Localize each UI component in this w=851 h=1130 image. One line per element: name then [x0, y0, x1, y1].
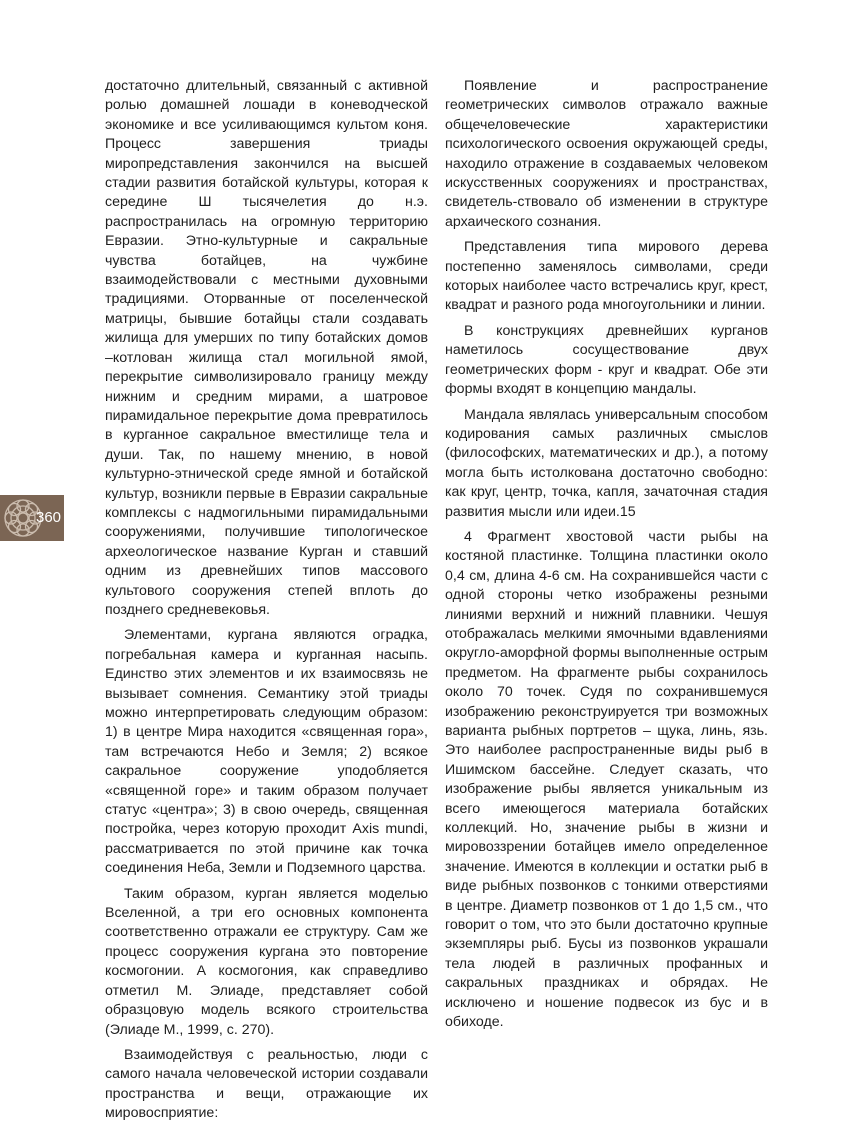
paragraph: достаточно длительный, связанный с активной ролью домашней лошади в коневодческой экономике и все усиливающимся культом коня. Процесс завершения триады миропредставления закончился на высшей стадии развития ботайской культуры, которая к середине Ш тысячелетия до н.э. распространилась на огромную территорию Евразии. Этно-культурные и сакральные чувства ботайцев, на чужбине взаимодействовали с местными духовными традициями. Оторванные от поселенческой матрицы, бывшие ботайцы стали создавать жилища для умерших по типу ботайских домов –котлован жилища стал могильной ямой, перекрытие символизировало границу между нижним и средним мирами, а шатровое пирамидальное перекрытие дома превратилось в курганное сакральное вместилище тела и души. Так, по нашему мнению, в новой культурно-этнической среде ямной и ботайской культур, возникли первые в Евразии сакральные комплексы с надмогильными пирамидальными сооружениями, получившие типологическое археологическое название Курган и ставший одним из древнейших типов массового культового сооружения степей вплоть до позднего средневековья.: [105, 78, 428, 618]
paragraph: Мандала являлась универсальным способом кодирования самых различных смыслов (философских, математических и др.), а потому могла быть истолкована достаточно свободно: как круг, центр, точка, капля, зачаточная стадия развития мысли или идеи.15: [445, 406, 768, 520]
paragraph: Таким образом, курган является моделью Вселенной, а три его основных компонента соответственно отражали ее структуру. Сам же процесс сооружения кургана это повторение космогонии. А космогония, как справедливо отметил М. Элиаде, представляет собой образцовую модель всякого строительства (Элиаде М., 1999, с. 270).: [105, 885, 428, 1038]
paragraph: 4 Фрагмент хвостовой части рыбы на костяной пластинке. Толщина пластинки около 0,4 см, длина 4-6 см. На сохранившейся части с одной стороны четко изображены резными линиями верхний и нижний плавники. Чешуя отображалась мелкими ямочными вдавлениями округло-аморфной формы выполненные острым предметом. На фрагменте рыбы сохранилось около 70 точек. Судя по сохранившемуся изображению реконструируется три возможных варианта рыбных портретов – щука, линь, язь. Это наиболее распространенные виды рыб в Ишимском бассейне. Следует сказать, что изображение рыбы является уникальным из всего имеющегося материала ботайских коллекций. Но, значение рыбы в жизни и мировоззрении ботайцев имело определенное значение. Имеются в коллекции и остатки рыб в виде рыбных позвонков с тонкими отверстиями в центре. Диаметр позвонков от 1 до 1,5 см., что говорит о том, что это были достаточно крупные экземпляры рыб. Бусы из позвонков украшали тела людей в различных профанных и сакральных праздниках и обрядах. Не исключено и ношение подвесок из бус и в обиходе.: [445, 528, 768, 1031]
paragraph: Представления типа мирового дерева постепенно заменялось символами, среди которых наиболее часто встречались круг, крест, квадрат и разного рода многоугольники и линии.: [445, 239, 768, 314]
paragraph: Элементами, кургана являются оградка, погребальная камера и курганная насыпь. Единство этих элементов и их взаимосвязь не вызывает сомнения. Семантику этой триады можно интерпретировать следующим образом: 1) в центре Мира находится «священная гора», там встречаются Небо и Земля; 2) всякое сакральное сооружение уподобляется «священной горе» и таким образом получает статус «центра»; 3) в свою очередь, священная постройка, через которую проходит Axis mundi, рассматривается по этой причине как точка соединения Неба, Земли и Подземного царства.: [105, 627, 428, 877]
paragraph: В конструкциях древнейших курганов наметилось сосуществование двух геометрических форм - круг и квадрат. Обе эти формы входят в концепцию мандалы.: [445, 322, 768, 398]
right-column: [445, 77, 768, 1039]
page-number: 360: [36, 509, 62, 526]
paragraph: Взаимодействуя с реальностью, люди с самого начала человеческой истории создавали пространства и вещи, отражающие их мировосприятие:: [105, 1046, 428, 1122]
left-column: [105, 77, 428, 1130]
page-number-tab: [0, 495, 64, 541]
paragraph: Появление и распространение геометрических символов отражало важные общечеловеческие характеристики психологического освоения окружающей среды, находило отражение в создаваемых человеком искусственных сооружениях и пространствах, свидетель-ствовало об изменении в структуре архаического сознания.: [445, 78, 768, 230]
